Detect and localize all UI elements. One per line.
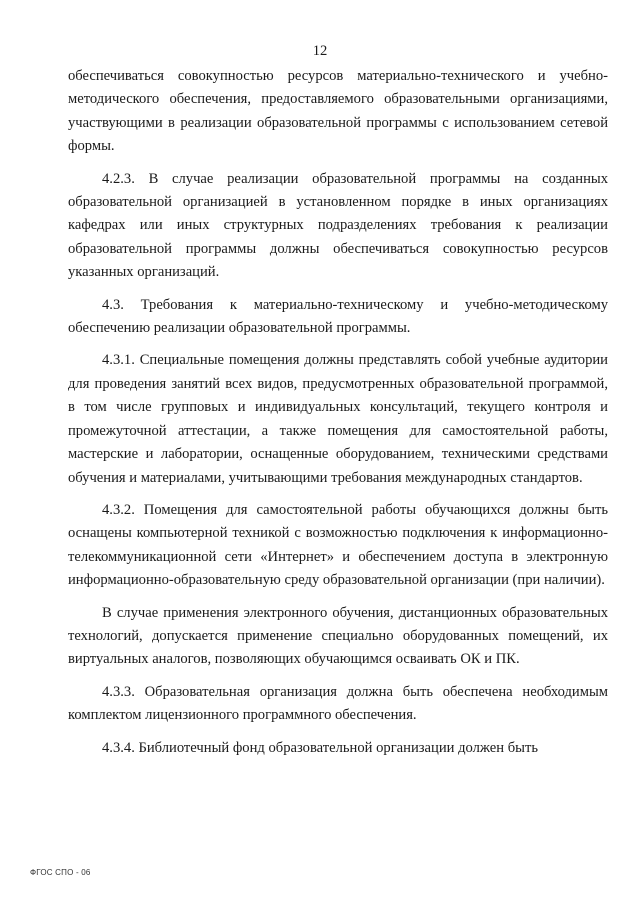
paragraph-continuation: обеспечиваться совокупностью ресурсов материально-технического и учебно-методического обеспечения, предоставляемого образовательными организациями, участвующими в реализации образовательной программы с использованием сетевой формы. (68, 68, 608, 155)
document-body (68, 65, 608, 760)
paragraph-4-3-1: 4.3.1. Специальные помещения должны представлять собой учебные аудитории для проведения занятий всех видов, предусмотренных образовательной программой, в том числе групповых и индивидуальных консультаций, текущего контроля и промежуточной аттестации, а также помещения для самостоятельной работы, мастерские и лаборатории, оснащенные оборудованием, техническими средствами обучения и материалами, учитывающими требования международных стандартов. (68, 352, 608, 486)
paragraph-4-3-4: 4.3.4. Библиотечный фонд образовательной организации должен быть (102, 739, 539, 756)
paragraph-4-3-3: 4.3.3. Образовательная организация должна быть обеспечена необходимым комплектом лицензионного программного обеспечения. (68, 683, 608, 724)
paragraph-4-3: 4.3. Требования к материально-техническому и учебно-методическому обеспечению реализации образовательной программы. (68, 296, 608, 337)
paragraph-4-3-2: 4.3.2. Помещения для самостоятельной работы обучающихся должны быть оснащены компьютерной техникой с возможностью подключения к информационно-телекоммуникационной сети «Интернет» и обеспечением доступа в электронную информационно-образовательную среду образовательной организации (при наличии). (68, 501, 608, 589)
page-number: 12 (312, 43, 328, 59)
paragraph-4-2-3: 4.2.3. В случае реализации образовательной программы на созданных образовательной организацией в установленном порядке в иных организациях кафедрах или иных структурных подразделениях требования к реализации образовательной программы должны обеспечиваться совокупностью ресурсов указанных организаций. (68, 170, 608, 281)
footer-document-code: ФГОС СПО - 06 (30, 868, 91, 877)
paragraph-remote-learning: В случае применения электронного обучения, дистанционных образовательных технологий, допускается применение специально оборудованных помещений, их виртуальных аналогов, позволяющих обучающимся осваивать ОК и ПК. (68, 604, 608, 668)
